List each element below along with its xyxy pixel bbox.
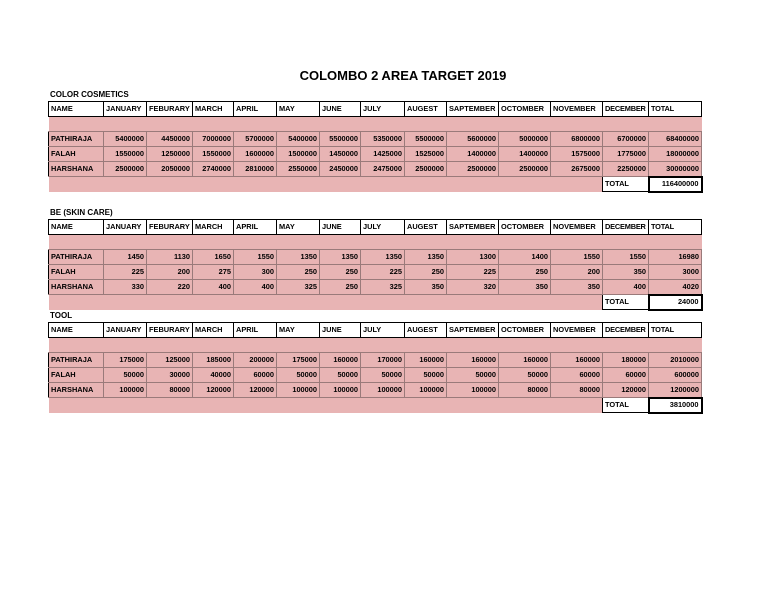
value-cell: 2740000 [193, 162, 234, 177]
empty-cell [234, 295, 277, 310]
value-cell: 120000 [234, 383, 277, 398]
value-cell: 80000 [147, 383, 193, 398]
value-cell: 250 [320, 280, 361, 295]
value-cell: 1575000 [551, 147, 603, 162]
value-cell: 5400000 [104, 132, 147, 147]
value-cell: 1350 [405, 250, 447, 265]
empty-cell [649, 235, 702, 250]
value-cell: 300 [234, 265, 277, 280]
column-header: FEBURARY [147, 323, 193, 338]
row-name-cell: FALAH [49, 368, 104, 383]
value-cell: 120000 [603, 383, 649, 398]
value-cell: 1450000 [320, 147, 361, 162]
empty-cell [234, 235, 277, 250]
row-name-cell: FALAH [49, 147, 104, 162]
page-title: COLOMBO 2 AREA TARGET 2019 [299, 68, 507, 83]
value-cell: 1550 [603, 250, 649, 265]
empty-cell [603, 338, 649, 353]
value-cell: 1130 [147, 250, 193, 265]
empty-cell [193, 177, 234, 192]
value-cell: 250 [405, 265, 447, 280]
value-cell: 1525000 [405, 147, 447, 162]
value-cell: 1450 [104, 250, 147, 265]
section-label-color-cosmetics: COLOR COSMETICS [50, 90, 129, 99]
empty-cell [49, 177, 104, 192]
column-header: NAME [49, 323, 104, 338]
value-cell: 2550000 [277, 162, 320, 177]
table-row [49, 147, 702, 162]
value-cell: 200 [147, 265, 193, 280]
row-name-cell: PATHIRAJA [49, 132, 104, 147]
value-cell: 5500000 [320, 132, 361, 147]
value-cell: 50000 [104, 368, 147, 383]
empty-cell [551, 295, 603, 310]
value-cell: 60000 [234, 368, 277, 383]
empty-cell [193, 117, 234, 132]
empty-cell [447, 338, 499, 353]
empty-cell [320, 398, 361, 413]
empty-cell [234, 177, 277, 192]
blank-row [49, 117, 702, 132]
value-cell: 100000 [277, 383, 320, 398]
value-cell: 180000 [603, 353, 649, 368]
column-header: OCTOMBER [499, 323, 551, 338]
value-cell: 1400 [499, 250, 551, 265]
value-cell: 60000 [551, 368, 603, 383]
empty-cell [447, 117, 499, 132]
empty-cell [104, 295, 147, 310]
value-cell: 50000 [447, 368, 499, 383]
column-header: JUNE [320, 220, 361, 235]
value-cell: 80000 [499, 383, 551, 398]
row-total-cell: 68400000 [649, 132, 702, 147]
row-name-cell: HARSHANA [49, 162, 104, 177]
table-color-cosmetics [48, 101, 703, 193]
empty-cell [447, 295, 499, 310]
table-row [49, 368, 702, 383]
column-header: JULY [361, 323, 405, 338]
value-cell: 350 [405, 280, 447, 295]
empty-cell [277, 235, 320, 250]
value-cell: 350 [499, 280, 551, 295]
value-cell: 5000000 [499, 132, 551, 147]
column-header: MARCH [193, 220, 234, 235]
table-row [49, 132, 702, 147]
row-name-cell: PATHIRAJA [49, 353, 104, 368]
grand-total-value: 3810000 [649, 398, 702, 413]
table-row [49, 280, 702, 295]
empty-cell [193, 398, 234, 413]
value-cell: 6700000 [603, 132, 649, 147]
empty-cell [147, 235, 193, 250]
row-name-cell: HARSHANA [49, 383, 104, 398]
value-cell: 100000 [320, 383, 361, 398]
row-name-cell: PATHIRAJA [49, 250, 104, 265]
empty-cell [104, 177, 147, 192]
empty-cell [405, 177, 447, 192]
table-row [49, 353, 702, 368]
empty-cell [499, 398, 551, 413]
value-cell: 200 [551, 265, 603, 280]
value-cell: 2810000 [234, 162, 277, 177]
empty-cell [499, 338, 551, 353]
empty-cell [277, 398, 320, 413]
empty-cell [320, 338, 361, 353]
value-cell: 1550 [551, 250, 603, 265]
value-cell: 1350 [277, 250, 320, 265]
row-total-cell: 1200000 [649, 383, 702, 398]
value-cell: 1550000 [193, 147, 234, 162]
empty-cell [405, 295, 447, 310]
value-cell: 225 [104, 265, 147, 280]
empty-cell [277, 177, 320, 192]
value-cell: 2250000 [603, 162, 649, 177]
value-cell: 350 [551, 280, 603, 295]
value-cell: 175000 [104, 353, 147, 368]
empty-cell [147, 117, 193, 132]
empty-cell [447, 177, 499, 192]
empty-cell [361, 338, 405, 353]
row-total-cell: 16980 [649, 250, 702, 265]
value-cell: 1600000 [234, 147, 277, 162]
column-header: AUGEST [405, 323, 447, 338]
empty-cell [277, 338, 320, 353]
row-total-cell: 600000 [649, 368, 702, 383]
column-header: JANUARY [104, 220, 147, 235]
value-cell: 100000 [405, 383, 447, 398]
column-header: MAY [277, 102, 320, 117]
empty-cell [499, 235, 551, 250]
section-label-skin-care: BE (SKIN CARE) [50, 208, 113, 217]
column-header: TOTAL [649, 220, 702, 235]
column-header: APRIL [234, 102, 277, 117]
value-cell: 1300 [447, 250, 499, 265]
table-row [49, 265, 702, 280]
empty-cell [104, 117, 147, 132]
value-cell: 2450000 [320, 162, 361, 177]
header-row [49, 220, 702, 235]
grand-total-value: 24000 [649, 295, 702, 310]
value-cell: 250 [277, 265, 320, 280]
column-header: JULY [361, 102, 405, 117]
value-cell: 1550000 [104, 147, 147, 162]
value-cell: 1550 [234, 250, 277, 265]
column-header: NOVEMBER [551, 102, 603, 117]
table-skin-care [48, 219, 703, 311]
header-row [49, 102, 702, 117]
value-cell: 160000 [405, 353, 447, 368]
value-cell: 30000 [147, 368, 193, 383]
column-header: NOVEMBER [551, 220, 603, 235]
table-tool [48, 322, 703, 414]
value-cell: 5350000 [361, 132, 405, 147]
column-header: NAME [49, 102, 104, 117]
value-cell: 100000 [447, 383, 499, 398]
value-cell: 175000 [277, 353, 320, 368]
empty-cell [234, 338, 277, 353]
grand-total-value: 116400000 [649, 177, 702, 192]
value-cell: 1500000 [277, 147, 320, 162]
value-cell: 50000 [320, 368, 361, 383]
empty-cell [277, 117, 320, 132]
section-label-tool: TOOL [50, 311, 73, 320]
value-cell: 2500000 [447, 162, 499, 177]
value-cell: 5500000 [405, 132, 447, 147]
empty-cell [551, 338, 603, 353]
column-header: MAY [277, 220, 320, 235]
value-cell: 50000 [499, 368, 551, 383]
value-cell: 275 [193, 265, 234, 280]
column-header: AUGEST [405, 102, 447, 117]
empty-cell [603, 117, 649, 132]
total-row [49, 398, 702, 413]
value-cell: 1250000 [147, 147, 193, 162]
column-header: JUNE [320, 102, 361, 117]
column-header: AUGEST [405, 220, 447, 235]
value-cell: 2050000 [147, 162, 193, 177]
value-cell: 5400000 [277, 132, 320, 147]
value-cell: 1400000 [499, 147, 551, 162]
value-cell: 325 [361, 280, 405, 295]
empty-cell [551, 117, 603, 132]
empty-cell [49, 117, 104, 132]
empty-cell [499, 295, 551, 310]
value-cell: 1650 [193, 250, 234, 265]
column-header: DECEMBER [603, 323, 649, 338]
value-cell: 400 [234, 280, 277, 295]
column-header: TOTAL [649, 323, 702, 338]
empty-cell [551, 177, 603, 192]
value-cell: 1775000 [603, 147, 649, 162]
column-header: DECEMBER [603, 220, 649, 235]
empty-cell [49, 235, 104, 250]
value-cell: 2500000 [405, 162, 447, 177]
column-header: SAPTEMBER [447, 102, 499, 117]
empty-cell [603, 235, 649, 250]
value-cell: 225 [361, 265, 405, 280]
empty-cell [147, 398, 193, 413]
value-cell: 40000 [193, 368, 234, 383]
column-header: SAPTEMBER [447, 220, 499, 235]
column-header: JANUARY [104, 102, 147, 117]
empty-cell [361, 398, 405, 413]
row-name-cell: FALAH [49, 265, 104, 280]
empty-cell [405, 235, 447, 250]
blank-row [49, 235, 702, 250]
empty-cell [320, 295, 361, 310]
empty-cell [361, 177, 405, 192]
value-cell: 185000 [193, 353, 234, 368]
value-cell: 5600000 [447, 132, 499, 147]
value-cell: 60000 [603, 368, 649, 383]
column-header: NAME [49, 220, 104, 235]
value-cell: 1350 [361, 250, 405, 265]
table-row [49, 383, 702, 398]
column-header: APRIL [234, 220, 277, 235]
empty-cell [147, 295, 193, 310]
empty-cell [147, 177, 193, 192]
empty-cell [104, 398, 147, 413]
value-cell: 1400000 [447, 147, 499, 162]
empty-cell [104, 235, 147, 250]
table-row [49, 250, 702, 265]
row-total-cell: 18000000 [649, 147, 702, 162]
empty-cell [193, 295, 234, 310]
empty-cell [361, 295, 405, 310]
value-cell: 330 [104, 280, 147, 295]
column-header: OCTOMBER [499, 102, 551, 117]
value-cell: 160000 [551, 353, 603, 368]
value-cell: 120000 [193, 383, 234, 398]
value-cell: 325 [277, 280, 320, 295]
empty-cell [447, 235, 499, 250]
value-cell: 1350 [320, 250, 361, 265]
empty-cell [361, 235, 405, 250]
value-cell: 170000 [361, 353, 405, 368]
value-cell: 50000 [405, 368, 447, 383]
value-cell: 250 [320, 265, 361, 280]
value-cell: 220 [147, 280, 193, 295]
row-total-cell: 3000 [649, 265, 702, 280]
empty-cell [193, 235, 234, 250]
empty-cell [649, 338, 702, 353]
empty-cell [649, 117, 702, 132]
empty-cell [361, 117, 405, 132]
value-cell: 200000 [234, 353, 277, 368]
empty-cell [499, 177, 551, 192]
empty-cell [320, 235, 361, 250]
value-cell: 50000 [277, 368, 320, 383]
total-row [49, 295, 702, 310]
column-header: MAY [277, 323, 320, 338]
value-cell: 2500000 [499, 162, 551, 177]
value-cell: 50000 [361, 368, 405, 383]
empty-cell [405, 398, 447, 413]
value-cell: 100000 [361, 383, 405, 398]
table-row [49, 162, 702, 177]
empty-cell [320, 117, 361, 132]
column-header: APRIL [234, 323, 277, 338]
row-total-cell: 4020 [649, 280, 702, 295]
total-row [49, 177, 702, 192]
empty-cell [551, 235, 603, 250]
grand-total-label: TOTAL [603, 398, 649, 413]
header-row [49, 323, 702, 338]
value-cell: 100000 [104, 383, 147, 398]
empty-cell [551, 398, 603, 413]
value-cell: 4450000 [147, 132, 193, 147]
empty-cell [447, 398, 499, 413]
value-cell: 6800000 [551, 132, 603, 147]
empty-cell [193, 338, 234, 353]
value-cell: 80000 [551, 383, 603, 398]
row-name-cell: HARSHANA [49, 280, 104, 295]
column-header: NOVEMBER [551, 323, 603, 338]
column-header: FEBURARY [147, 102, 193, 117]
empty-cell [147, 338, 193, 353]
empty-cell [49, 398, 104, 413]
value-cell: 1425000 [361, 147, 405, 162]
value-cell: 160000 [499, 353, 551, 368]
value-cell: 2675000 [551, 162, 603, 177]
empty-cell [499, 117, 551, 132]
column-header: TOTAL [649, 102, 702, 117]
empty-cell [405, 117, 447, 132]
column-header: JUNE [320, 323, 361, 338]
empty-cell [234, 117, 277, 132]
empty-cell [277, 295, 320, 310]
blank-row [49, 338, 702, 353]
empty-cell [234, 398, 277, 413]
empty-cell [405, 338, 447, 353]
column-header: OCTOMBER [499, 220, 551, 235]
value-cell: 320 [447, 280, 499, 295]
column-header: FEBURARY [147, 220, 193, 235]
column-header: MARCH [193, 102, 234, 117]
column-header: MARCH [193, 323, 234, 338]
grand-total-label: TOTAL [603, 295, 649, 310]
empty-cell [320, 177, 361, 192]
value-cell: 225 [447, 265, 499, 280]
value-cell: 125000 [147, 353, 193, 368]
empty-cell [49, 295, 104, 310]
row-total-cell: 2010000 [649, 353, 702, 368]
value-cell: 5700000 [234, 132, 277, 147]
empty-cell [49, 338, 104, 353]
value-cell: 400 [603, 280, 649, 295]
column-header: DECEMBER [603, 102, 649, 117]
column-header: JANUARY [104, 323, 147, 338]
value-cell: 2475000 [361, 162, 405, 177]
value-cell: 2500000 [104, 162, 147, 177]
value-cell: 7000000 [193, 132, 234, 147]
column-header: SAPTEMBER [447, 323, 499, 338]
grand-total-label: TOTAL [603, 177, 649, 192]
value-cell: 350 [603, 265, 649, 280]
row-total-cell: 30000000 [649, 162, 702, 177]
value-cell: 250 [499, 265, 551, 280]
empty-cell [104, 338, 147, 353]
value-cell: 400 [193, 280, 234, 295]
column-header: JULY [361, 220, 405, 235]
value-cell: 160000 [447, 353, 499, 368]
value-cell: 160000 [320, 353, 361, 368]
